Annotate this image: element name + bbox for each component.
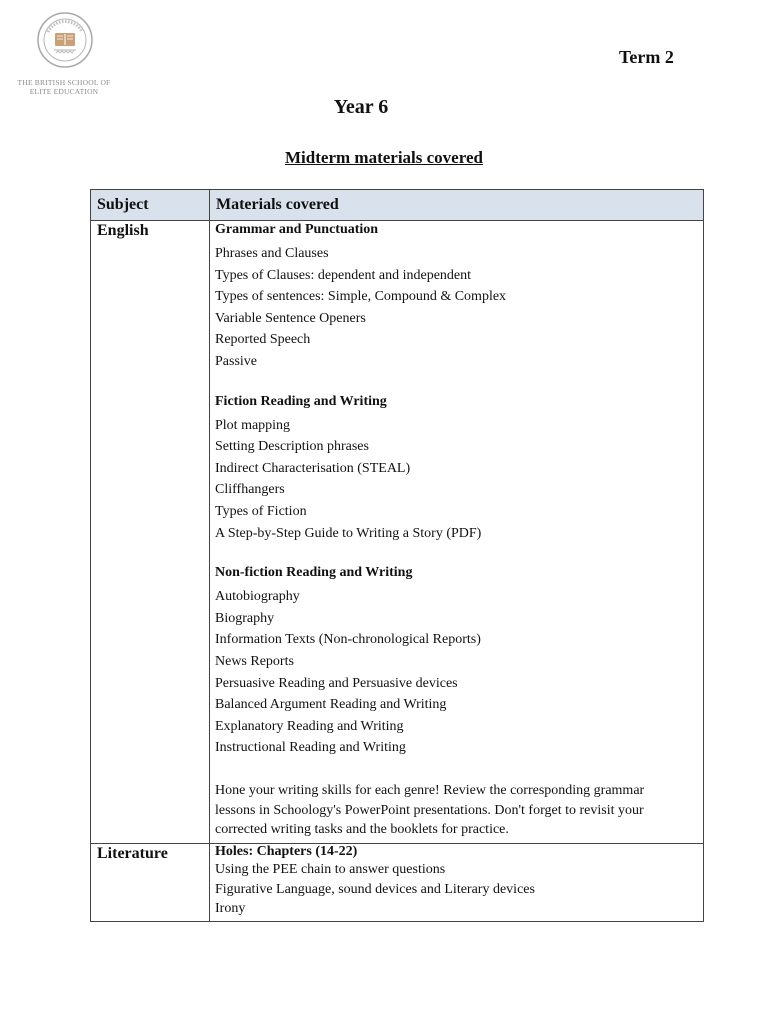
list-item: Persuasive Reading and Persuasive devices: [215, 675, 458, 691]
list-item: Setting Description phrases: [215, 439, 369, 455]
section-heading-holes: Holes: Chapters (14-22): [215, 844, 358, 859]
school-name-line-1: THE BRITISH SCHOOL OF: [17, 78, 111, 87]
list-item: Types of Clauses: dependent and independent: [215, 267, 472, 283]
school-name: [16, 78, 112, 96]
page-title: Midterm materials covered: [285, 148, 483, 167]
subject-literature: Literature: [91, 844, 210, 922]
list-item: Explanatory Reading and Writing: [215, 718, 404, 734]
list-item: Figurative Language, sound devices and Literary devices: [215, 881, 535, 897]
subject-english: English: [91, 221, 210, 844]
list-item: Variable Sentence Openers: [215, 310, 366, 326]
practice-note-line: Hone your writing skills for each genre! Review the corresponding grammar: [215, 782, 645, 798]
list-item: Passive: [215, 353, 257, 369]
english-materials: [210, 221, 704, 844]
header-materials: Materials covered: [210, 190, 704, 221]
section-heading-nonfiction: Non-fiction Reading and Writing: [215, 565, 413, 581]
list-item: Reported Speech: [215, 332, 311, 348]
practice-note: [215, 781, 699, 840]
list-item: Information Texts (Non-chronological Reports): [215, 632, 481, 648]
list-item: Phrases and Clauses: [215, 246, 329, 261]
spacer: [215, 544, 699, 564]
list-item: Types of sentences: Simple, Compound & Complex: [215, 289, 507, 305]
header-subject: Subject: [91, 190, 210, 221]
practice-note-line: corrected writing tasks and the booklets for practice.: [215, 822, 509, 838]
literature-materials: [210, 844, 704, 922]
list-item: Plot mapping: [215, 417, 291, 433]
list-item: Irony: [215, 901, 246, 917]
spacer: [215, 759, 699, 779]
list-item: Cliffhangers: [215, 482, 285, 498]
list-item: A Step-by-Step Guide to Writing a Story (PDF): [215, 525, 482, 541]
list-item: Biography: [215, 610, 275, 626]
list-item: Types of Fiction: [215, 503, 307, 519]
table-header-row: [91, 190, 704, 221]
section-heading-grammar: Grammar and Punctuation: [215, 222, 379, 237]
term-label: Term 2: [619, 47, 674, 67]
spacer: [215, 373, 699, 393]
list-item: Indirect Characterisation (STEAL): [215, 460, 411, 476]
school-crest-icon: [36, 10, 94, 72]
list-item: News Reports: [215, 653, 294, 669]
list-item: Balanced Argument Reading and Writing: [215, 697, 447, 713]
practice-note-line: lessons in Schoology's PowerPoint presentations. Don't forget to revisit your: [215, 802, 644, 818]
table-row-english: [91, 221, 704, 844]
table-row-literature: [91, 844, 704, 922]
section-heading-fiction: Fiction Reading and Writing: [215, 393, 387, 409]
list-item: Using the PEE chain to answer questions: [215, 862, 446, 877]
school-logo: [16, 10, 112, 100]
materials-table: [90, 189, 704, 922]
list-item: Autobiography: [215, 589, 300, 605]
list-item: Instructional Reading and Writing: [215, 740, 406, 756]
school-name-line-2: ELITE EDUCATION: [29, 87, 99, 96]
year-heading: Year 6: [333, 96, 389, 118]
